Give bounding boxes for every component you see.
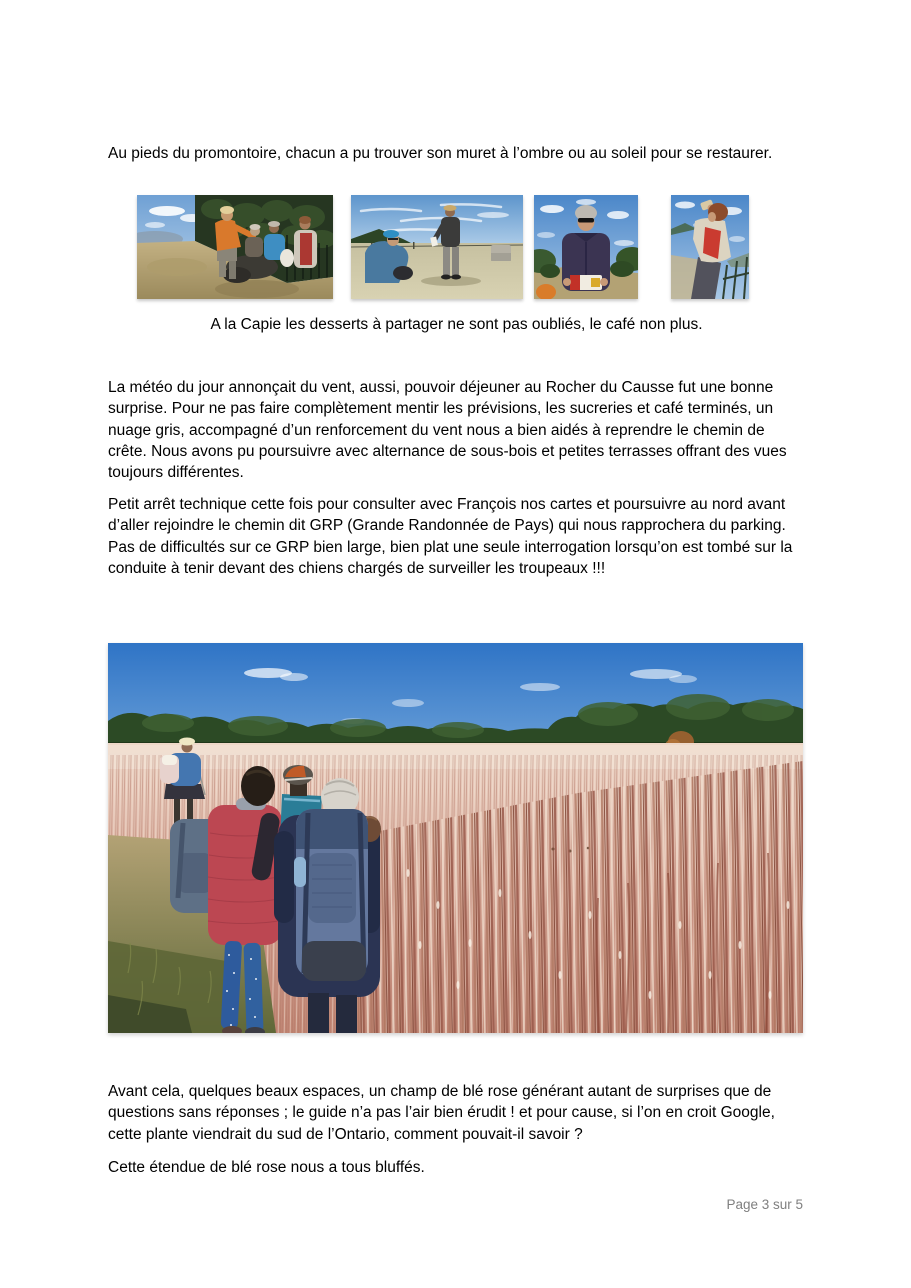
photo-man-dessert-box (534, 195, 638, 299)
photo-woman-red-vest-art (671, 195, 749, 299)
photo-picnic-group (137, 195, 333, 299)
photo-man-dessert-box-art (534, 195, 638, 299)
photo-woman-red-vest (671, 195, 749, 299)
photo-caption: A la Capie les desserts à partager ne sont pas oubliés, le café non plus. (210, 316, 703, 333)
cap (179, 738, 195, 746)
photo-strip (137, 195, 749, 299)
paragraph-intro: Au pieds du promontoire, chacun a pu trouver son muret à l’ombre ou au soleil pour se restaurer. (108, 145, 773, 162)
photo-pink-field (108, 643, 803, 1033)
paragraph-grp: Petit arrêt technique cette fois pour consulter avec François nos cartes et poursuivre au nord avant d’aller rejoindre le chemin dit GRP (Grande Randonnée de Pays) qui nous rapprochera du parking. Pas de difficultés sur ce GRP bien large, bien plat une seule interrogation lorsqu’on est tombé sur la conduite à tenir devant des chiens chargés de surveiller les troupeaux !!! (108, 496, 793, 577)
photo-two-hikers (351, 195, 523, 299)
water-bottle (294, 857, 306, 887)
photo-picnic-group-art (137, 195, 333, 299)
page-number: Page 3 sur 5 (726, 1197, 803, 1212)
paragraph-meteo: La météo du jour annonçait du vent, aussi, pouvoir déjeuner au Rocher du Causse fut une bonne surprise. Pour ne pas faire complètement mentir les prévisions, les sucreries et café terminés, un nuage gris, accompagné d’un renforcement du vent nous a bien aidés à reprendre le chemin de crête. Nous avons pu poursuivre avec alternance de sous-bois et petites terrasses offrant des vues toujours différentes. (108, 379, 787, 482)
paragraph-ble-rose: Avant cela, quelques beaux espaces, un champ de blé rose générant autant de surprises que de questions sans réponses ; le guide n’a pas l’air bien érudit ! et pour cause, si l’on en croit Google, cette plante viendrait du sud de l’Ontario, comment pouvait-il savoir ? (108, 1083, 775, 1143)
photo-two-hikers-art (351, 195, 523, 299)
paragraph-bluffes: Cette étendue de blé rose nous a tous bluffés. (108, 1159, 425, 1176)
photo-pink-field-art (108, 643, 803, 1033)
